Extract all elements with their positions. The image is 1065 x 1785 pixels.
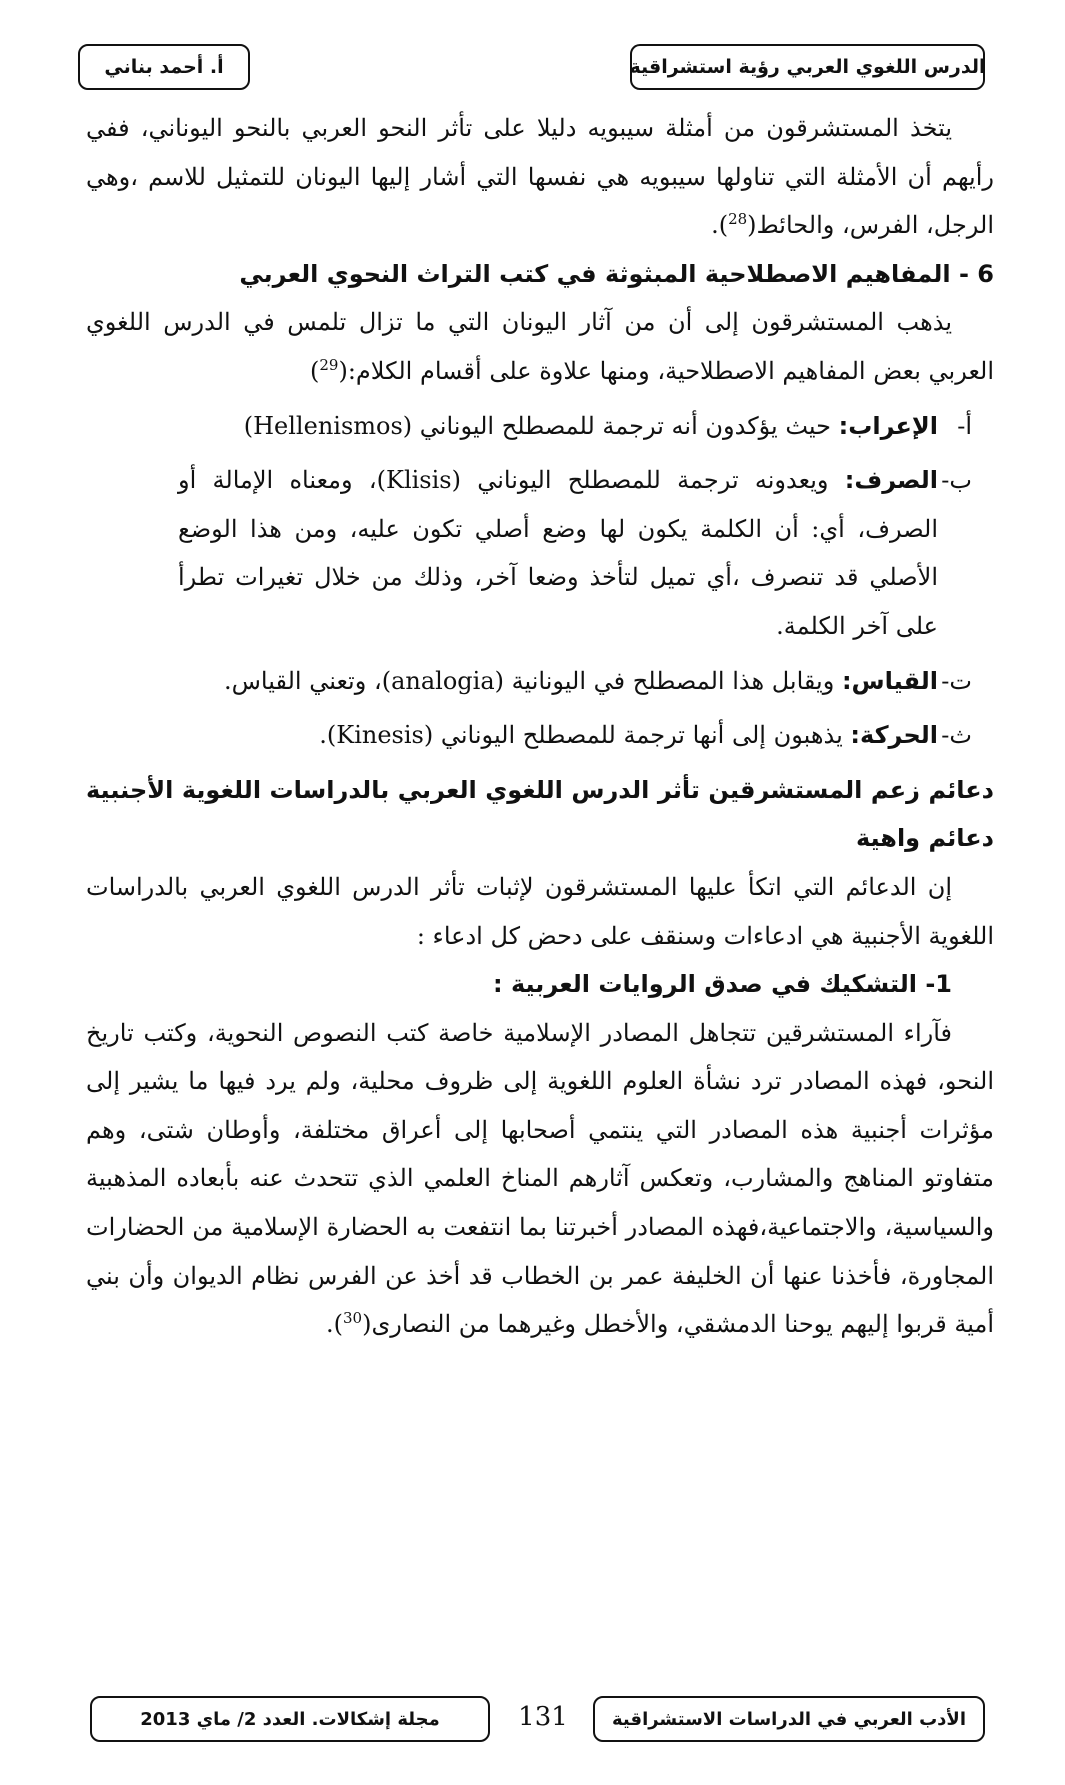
running-header-author [78,44,250,90]
page-number: 131 [518,1702,568,1732]
term-haraka: الحركة: [850,721,938,750]
running-header-title [630,44,985,90]
list-item-irab [86,402,994,451]
list-text: ويعدونه ترجمة للمصطلح اليوناني [460,466,845,495]
latin-term: (Kinesis) [326,721,434,750]
header-author-text: أ. أحمد بناني [104,56,224,78]
list-text: حيث يؤكدون أنه ترجمة للمصطلح اليوناني [412,411,839,440]
list-end: . [319,721,327,750]
list-marker: ث- [941,721,972,750]
paragraph-sources [86,1009,994,1349]
latin-term: (analogia) [381,666,504,695]
list-item-qiyas [86,657,994,706]
term-irab: الإعراب: [838,411,938,440]
paragraph-end: ) [310,356,320,385]
paragraph-text: يذهب المستشرقون إلى أن من آثار اليونان التي ما تزال تلمس في الدرس اللغوي العربي بعض المفاهيم الاصطلاحية، ومنها علاوة على أقسام الكلام:( [86,308,994,385]
paragraph-sibawayh-examples [86,104,994,250]
list-marker: ب- [941,466,972,495]
list-marker: ت- [941,666,972,695]
footer-theme-text: الأدب العربي في الدراسات الاستشراقية [612,1708,966,1730]
footer-issue-theme [593,1696,985,1742]
list-text: ويقابل هذا المصطلح في اليونانية [504,666,842,695]
paragraph-end: ). [325,1310,343,1339]
header-title-text: الدرس اللغوي العربي رؤية استشراقية [629,56,986,78]
section-heading-1: 1- التشكيك في صدق الروايات العربية : [493,970,952,999]
term-sarf: الصرف: [844,466,939,495]
paragraph-text: فآراء المستشرقين تتجاهل المصادر الإسلامية خاصة كتب النصوص النحوية، وكتب تاريخ النحو، فهذه المصادر ترد نشأة العلوم اللغوية إلى ظروف محلية، ولم يرد فيها ما يشير إلى مؤثرات أجنبية هذه المصادر التي ينتمي أصحابها إلى أعراق مختلفة، وأوطان شتى، وهم متفاوتو المناهج والمشارب، وتعكس آثارهم المناخ العلمي الذي تتحدث عنه بأبعاده المذهبية والسياسية، والاجتماعية،فهذه المصادر أخبرتنا بما انتفعت به الحضارة الإسلامية من الحضارات المجاورة، فأخذنا عنها أن الخليفة عمر بن الخطاب قد أخذ عن الفرس نظام الديوان وأن بني أمية قربوا إليهم يوحنا الدمشقي، والأخطل وغيرهما من النصارى( [86,1018,995,1339]
list-text: يذهبون إلى أنها ترجمة للمصطلح اليوناني [433,721,851,750]
paragraph-end: ). [711,211,729,240]
footnote-ref-28[interactable]: 28 [728,210,748,229]
footer-journal-text: مجلة إشكالات. العدد 2/ ماي 2013 [140,1708,440,1730]
list-text-cont: ، ومعناه الإمالة أو الصرف، أي: أن الكلمة يكون لها وضع أصلي تكون عليه، ومن هذا الوضع الأصلي قد تنصرف ،أي تميل لتأخذ وضعا آخر، وذلك من خلال تغيرات تطرأ على آخر الكلمة. [178,466,938,640]
paragraph-text: يتخذ المستشرقون من أمثلة سيبويه دليلا على تأثر النحو العربي بالنحو اليوناني، ففي رأيهم أن الأمثلة التي تناولها سيبويه هي نفسها التي أشار إليها اليونان للتمثيل للاسم ،وهي الرجل، الفرس، والحائط( [86,114,994,240]
latin-term: (Klisis) [376,466,461,495]
section-heading-6: 6 - المفاهيم الاصطلاحية المبثوثة في كتب التراث النحوي العربي [239,259,994,288]
footnote-ref-30[interactable]: 30 [342,1309,363,1328]
list-item-haraka [86,711,994,760]
list-content [86,402,938,451]
term-qiyas: القياس: [841,666,938,695]
paragraph-terms-intro [86,298,994,395]
list-marker: أ- [957,411,972,440]
footer-journal [90,1696,490,1742]
section-heading-claims: دعائم زعم المستشرقين تأثر الدرس اللغوي العربي بالدراسات اللغوية الأجنبية دعائم واهية [86,775,994,853]
list-content [86,456,938,650]
footnote-ref-29[interactable]: 29 [319,355,339,374]
page-body [86,104,994,1349]
list-content [86,657,938,706]
paragraph-claims-intro: إن الدعائم التي اتكأ عليها المستشرقون لإثبات تأثر الدرس اللغوي العربي بالدراسات اللغوية الأجنبية هي ادعاءات وسنقف على دحض كل ادعاء : [86,872,994,950]
list-text-cont: ، وتعني القياس. [224,666,382,695]
latin-term: (Hellenismos) [243,411,413,440]
list-item-sarf [86,456,994,650]
list-content [86,711,938,760]
